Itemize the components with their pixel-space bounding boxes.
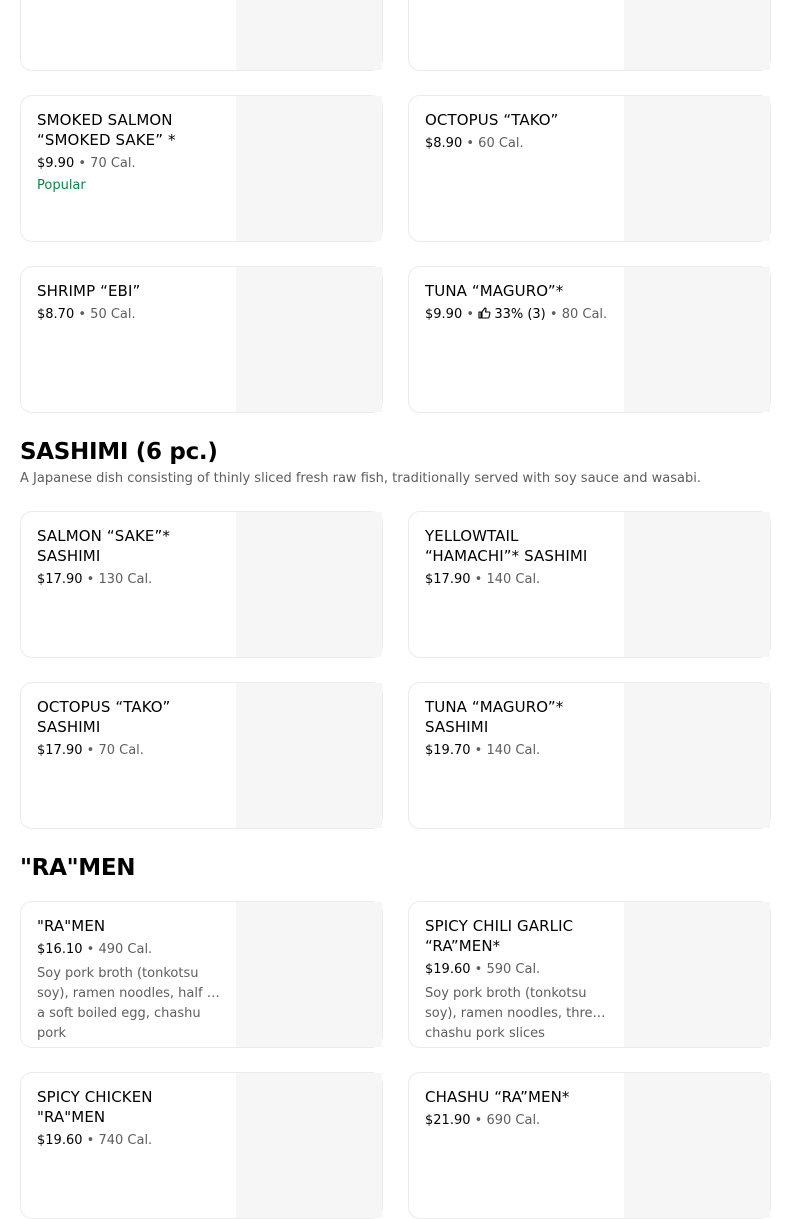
item-calories: 60 Cal. <box>478 136 524 151</box>
item-price: $9.90 <box>37 156 75 171</box>
item-rating: 33% (3) <box>494 307 546 322</box>
menu-item-card[interactable] <box>20 511 383 658</box>
item-calories: 80 Cal. <box>561 307 608 322</box>
item-meta: $19.70 • 140 Cal. <box>425 743 541 758</box>
nigiri-grid <box>20 95 771 413</box>
item-image <box>236 902 382 1047</box>
sashimi-grid <box>20 511 771 829</box>
item-calories: 490 Cal. <box>98 942 153 957</box>
item-image <box>624 0 770 70</box>
item-price: $9.90 <box>425 307 463 322</box>
item-price: $21.90 <box>425 1113 471 1128</box>
item-meta: $8.70 • 50 Cal. <box>37 307 136 322</box>
item-name: SHRIMP “EBI” <box>37 282 141 300</box>
item-meta: $21.90 • 690 Cal. <box>425 1113 541 1128</box>
item-name: SMOKED SALMON “SMOKED SAKE” * <box>37 111 176 149</box>
item-price: $19.70 <box>425 743 471 758</box>
section-description: A Japanese dish consisting of thinly sliced fresh raw fish, traditionally served with soy sauce and wasabi. <box>20 471 701 486</box>
item-name: OCTOPUS “TAKO” <box>425 111 559 129</box>
item-meta: $8.90 • 60 Cal. <box>425 136 524 151</box>
item-name: SPICY CHILI GARLIC “RA”MEN* <box>425 917 574 955</box>
item-image <box>624 1073 770 1218</box>
item-price: $19.60 <box>37 1133 83 1148</box>
item-image <box>624 267 770 412</box>
item-price: $16.10 <box>37 942 83 957</box>
section-title-sashimi: SASHIMI (6 pc.) <box>20 439 218 465</box>
item-calories: 70 Cal. <box>90 156 136 171</box>
item-name: TUNA “MAGURO”* <box>425 282 564 300</box>
menu-item-card[interactable] <box>20 266 383 413</box>
item-calories: 690 Cal. <box>486 1113 541 1128</box>
item-calories: 50 Cal. <box>90 307 136 322</box>
item-image <box>236 683 382 828</box>
item-name: CHASHU “RA”MEN* <box>425 1088 570 1106</box>
item-price: $8.70 <box>37 307 75 322</box>
menu-item-card[interactable] <box>408 266 771 413</box>
item-name: YELLOWTAIL “HAMACHI”* SASHIMI <box>425 527 588 565</box>
item-meta: $16.10 • 490 Cal. <box>37 942 153 957</box>
item-meta: $17.90 • 130 Cal. <box>37 572 153 587</box>
item-calories: 590 Cal. <box>486 962 541 977</box>
item-price: $17.90 <box>425 572 471 587</box>
item-image <box>624 96 770 241</box>
item-description: Soy pork broth (tonkotsu soy), ramen noodles, half of a soft boiled egg, chashu pork <box>37 966 220 1041</box>
nigiri-grid-top <box>20 0 771 71</box>
menu-item-card[interactable] <box>20 95 383 242</box>
item-calories: 140 Cal. <box>486 572 541 587</box>
item-name: "RA"MEN <box>37 917 106 935</box>
item-calories: 70 Cal. <box>98 743 144 758</box>
menu-item-card[interactable] <box>20 901 383 1048</box>
item-image <box>236 1073 382 1218</box>
item-meta: $19.60 • 590 Cal. <box>425 962 541 977</box>
item-calories: 130 Cal. <box>98 572 153 587</box>
thumbs-up-icon <box>478 307 490 319</box>
item-image <box>624 902 770 1047</box>
item-name: OCTOPUS “TAKO” SASHIMI <box>37 698 171 736</box>
item-name: SPICY CHICKEN "RA"MEN <box>37 1088 153 1126</box>
item-meta: $9.90 • 70 Cal. <box>37 156 136 171</box>
item-name: SALMON “SAKE”* SASHIMI <box>37 527 170 565</box>
menu-item-card[interactable] <box>20 682 383 829</box>
item-meta: $9.90 • 33% (3) • 80 Cal. <box>425 307 608 322</box>
menu-item-card[interactable] <box>20 1072 383 1219</box>
item-image <box>236 267 382 412</box>
item-price: $17.90 <box>37 572 83 587</box>
item-calories: 740 Cal. <box>98 1133 153 1148</box>
item-price: $19.60 <box>425 962 471 977</box>
item-meta: $19.60 • 740 Cal. <box>37 1133 153 1148</box>
item-image <box>236 96 382 241</box>
menu-item-card[interactable] <box>408 682 771 829</box>
menu-item-card[interactable] <box>408 901 771 1048</box>
item-name: TUNA “MAGURO”* SASHIMI <box>425 698 564 736</box>
item-meta: $17.90 • 140 Cal. <box>425 572 541 587</box>
menu-item-card[interactable] <box>408 0 771 71</box>
item-image <box>236 512 382 657</box>
ramen-grid <box>20 901 771 1219</box>
menu-item-card[interactable] <box>408 511 771 658</box>
item-meta: $17.90 • 70 Cal. <box>37 743 144 758</box>
item-price: $8.90 <box>425 136 463 151</box>
menu-item-card[interactable] <box>408 1072 771 1219</box>
item-image <box>624 512 770 657</box>
item-price: $17.90 <box>37 743 83 758</box>
menu-item-card[interactable] <box>20 0 383 71</box>
item-calories: 140 Cal. <box>486 743 541 758</box>
popular-badge: Popular <box>37 178 86 193</box>
section-title-ramen: "RA"MEN <box>20 855 136 881</box>
item-description: Soy pork broth (tonkotsu soy), ramen noodles, three chashu pork slices <box>425 986 601 1041</box>
item-image <box>624 683 770 828</box>
item-image <box>236 0 382 70</box>
menu-item-card[interactable] <box>408 95 771 242</box>
